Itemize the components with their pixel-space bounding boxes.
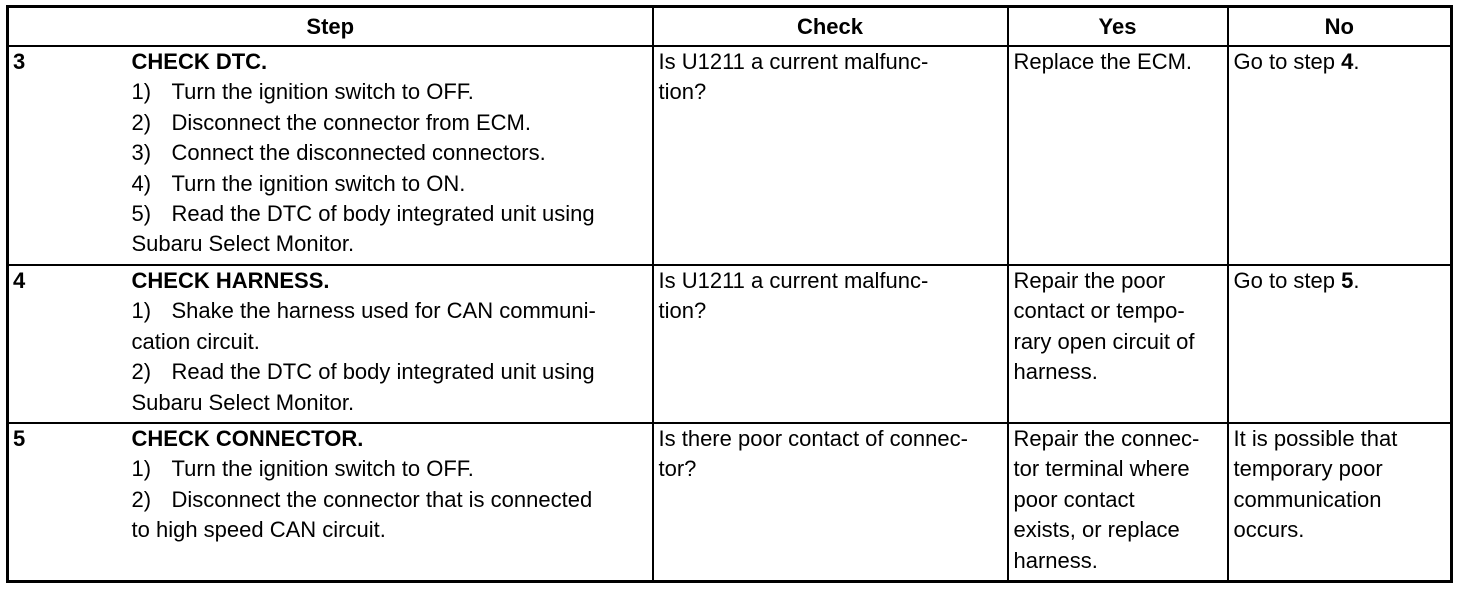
yes-cell: Replace the ECM. xyxy=(1008,46,1228,265)
no-cell: It is possible that temporary poor communication occurs. xyxy=(1228,423,1452,581)
step-number: 4 xyxy=(8,265,128,423)
procedure-line: 2) Disconnect the connector from ECM. xyxy=(131,109,531,135)
procedure-line: Subaru Select Monitor. xyxy=(131,389,355,415)
step-title: CHECK HARNESS. xyxy=(131,268,330,293)
procedure-line: cation circuit. xyxy=(131,328,260,354)
no-cell: Go to step 5. xyxy=(1228,265,1452,423)
header-check: Check xyxy=(653,7,1008,47)
check-cell: Is there poor contact of connec- tor? xyxy=(653,423,1008,581)
step-procedure xyxy=(128,423,653,581)
table-row xyxy=(8,423,1452,581)
procedure-line: 3) Connect the disconnected connectors. xyxy=(131,140,546,166)
no-cell: Go to step 4. xyxy=(1228,46,1452,265)
procedure-line: 1) Turn the ignition switch to OFF. xyxy=(131,456,474,482)
table-row xyxy=(8,265,1452,423)
procedure-line: 1) Turn the ignition switch to OFF. xyxy=(131,79,474,105)
header-step: Step xyxy=(8,7,653,47)
step-procedure xyxy=(128,265,653,423)
check-cell: Is U1211 a current malfunc- tion? xyxy=(653,46,1008,265)
procedure-line: 2) Read the DTC of body integrated unit using xyxy=(131,359,595,385)
header-yes: Yes xyxy=(1008,7,1228,47)
procedure-line: to high speed CAN circuit. xyxy=(131,517,386,543)
table-row xyxy=(8,46,1452,265)
yes-cell: Repair the poor contact or tempo- rary open circuit of harness. xyxy=(1008,265,1228,423)
procedure-line: Subaru Select Monitor. xyxy=(131,231,355,257)
step-number: 5 xyxy=(8,423,128,581)
procedure-line: 5) Read the DTC of body integrated unit using xyxy=(131,201,595,227)
step-number: 3 xyxy=(8,46,128,265)
procedure-line: 2) Disconnect the connector that is connected xyxy=(131,486,593,512)
header-row xyxy=(8,7,1452,47)
step-title: CHECK CONNECTOR. xyxy=(131,426,364,451)
header-no: No xyxy=(1228,7,1452,47)
step-procedure xyxy=(128,46,653,265)
procedure-line: 4) Turn the ignition switch to ON. xyxy=(131,170,466,196)
step-title: CHECK DTC. xyxy=(131,49,268,74)
procedure-line: 1) Shake the harness used for CAN communi- xyxy=(131,298,596,324)
diagnostic-table xyxy=(6,5,1453,583)
check-cell: Is U1211 a current malfunc- tion? xyxy=(653,265,1008,423)
yes-cell: Repair the connec- tor terminal where poor contact exists, or replace harness. xyxy=(1008,423,1228,581)
